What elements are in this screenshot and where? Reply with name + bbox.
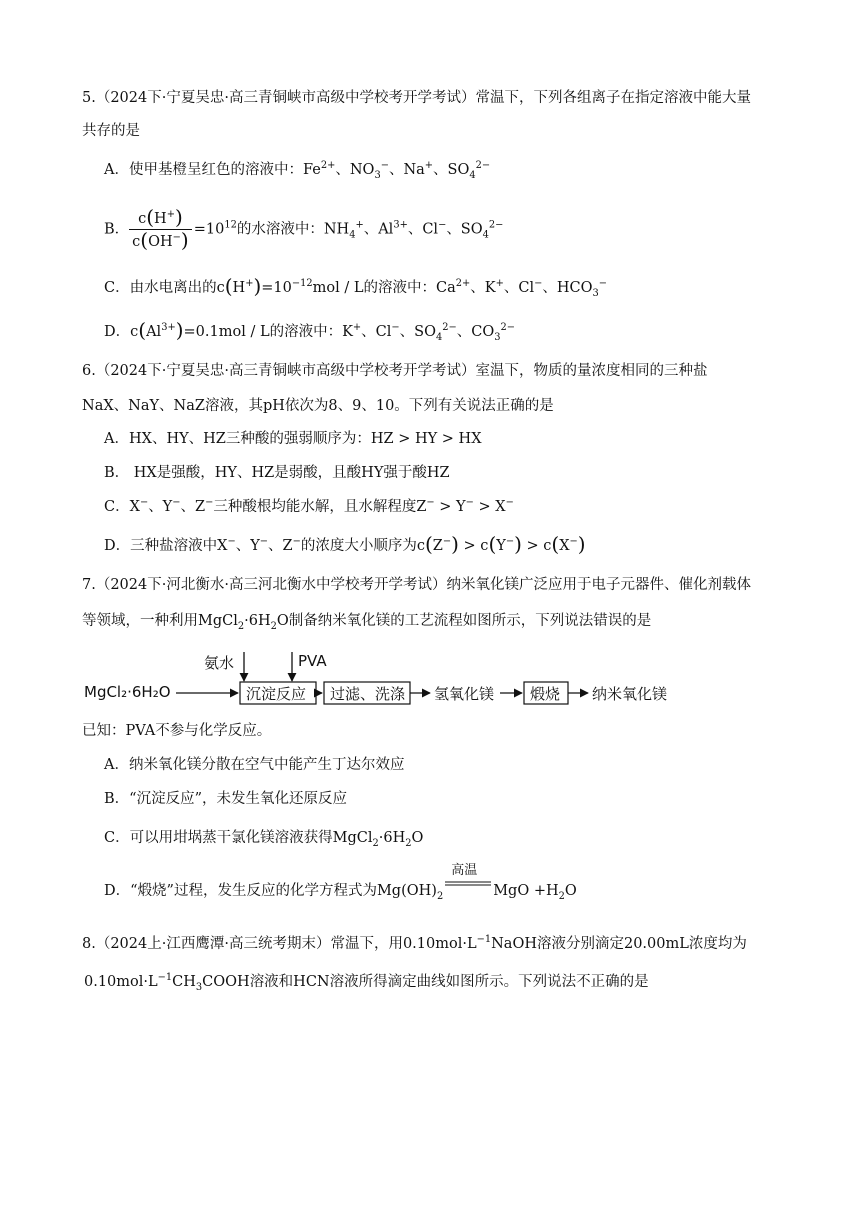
q6-option-c-label: C． [104, 499, 130, 515]
q5-fraction: $\frac{c(H^+)}{c(OH^-)}$ [129, 207, 192, 252]
q8-stem-line1: 8.（2024上·江西鹰潭·高三统考期末）常温下，用$0.10mol\cdot L^{-1}NaOH$溶液分别滴定20.00mL浓度均为 [82, 934, 747, 952]
q8-stem-text-a: 8.（2024上·江西鹰潭·高三统考期末）常温下，用 [82, 936, 403, 952]
q5-option-d-label: D． [104, 324, 131, 340]
q6-stem-line1: 6.（2024下·宁夏吴忠·高三青铜峡市高级中学校考开学考试）室温下，物质的量浓度相同的三种盐 [82, 363, 708, 379]
q6-option-c: C．X−、Y−、Z−三种酸根均能水解，且水解程度Z− > Y− > X− [104, 497, 514, 515]
q7-option-d: D．“煅烧”过程，发生反应的化学方程式为$Mg(OH)_2$ 高温 MgO $+H_2O$ [104, 863, 577, 902]
q5-option-a-text: A．使甲基橙呈红色的溶液中： [104, 162, 303, 178]
flow-reagent-ammonia: 氨水 [204, 654, 235, 672]
flow-box-precipitation-label: 沉淀反应 [246, 685, 307, 703]
q5-stem-line2: 共存的是 [82, 123, 140, 139]
q5-option-c: C．由水电离出的$c(H^+)=10^{-12}mol / L$的溶液中：$Ca^{2+}$、K+、Cl−、$HCO_3^-$ [104, 274, 608, 299]
q7-stem-text-a: 等领域，一种利用 [82, 613, 198, 629]
q5-option-d: D．$c(Al^{3+})=0.1mol / L$的溶液中：K+、Cl−、$SO_4^{2-}$、$CO_3^{2-}$ [104, 318, 516, 343]
q8-stem-line2: $0.10mol\cdot L^{-1}CH_3COOH$溶液和HCN溶液所得滴定曲线如图所示。下列说法不正确的是 [84, 972, 649, 993]
q5-option-a: A．使甲基橙呈红色的溶液中：$Fe^{2+}$、$NO_3^-$、Na+、$SO_4^{2-}$ [104, 160, 491, 181]
q7-stem-text-b: 制备纳米氧化镁的工艺流程如图所示，下列说法错误的是 [288, 613, 652, 629]
condition-high-temp: 高温 [451, 863, 478, 878]
q6-stem-line2: NaX、NaY、NaZ溶液，其pH依次为8、9、10。下列有关说法正确的是 [82, 398, 554, 414]
flow-reagent-pva: PVA [298, 652, 327, 670]
q7-option-c-text: C．可以用坩埚蒸干氯化镁溶液获得 [104, 830, 333, 846]
q7-option-c: C．可以用坩埚蒸干氯化镁溶液获得$MgCl_2\cdot 6H_2O$ [104, 830, 424, 849]
q5-stem-line1: 5.（2024下·宁夏吴忠·高三青铜峡市高级中学校考开学考试）常温下，下列各组离子在指定溶液中能大量 [82, 90, 751, 106]
q7-known: 已知：PVA不参与化学反应。 [82, 723, 272, 739]
q6-option-b: B． HX是强酸，HY、HZ是弱酸，且酸HY强于酸HZ [104, 465, 450, 481]
q6-option-c-text: 三种酸根均能水解，且水解程度 [213, 499, 417, 515]
q5-option-c-text2: 的溶液中： [363, 280, 437, 296]
equal-sign [443, 881, 493, 901]
q7-option-a: A．纳米氧化镁分散在空气中能产生丁达尔效应 [104, 757, 405, 773]
q6-option-d: D．三种盐溶液中X−、Y−、Z−的浓度大小顺序为c(Z−) > c(Y−) > c(X−) [104, 532, 586, 556]
q7-stem-line1: 7.（2024下·河北衡水·高三河北衡水中学校考开学考试）纳米氧化镁广泛应用于电子元器件、催化剂载体 [82, 577, 751, 593]
q6-option-d-text: D．三种盐溶液中 [104, 538, 218, 554]
q5-option-c-text: C．由水电离出的 [104, 280, 217, 296]
q6-option-a: A．HX、HY、HZ三种酸的强弱顺序为：HZ > HY > HX [104, 431, 482, 447]
reaction-condition [443, 863, 493, 901]
flow-box-filter-label: 过滤、洗涤 [330, 685, 406, 703]
process-flow-diagram [84, 648, 724, 714]
q6-option-d-text2: 的浓度大小顺序为 [300, 538, 417, 554]
flow-mid-product: 氢氧化镁 [434, 685, 495, 703]
q7-stem-line2: 等领域，一种利用$MgCl_2\cdot 6H_2O$制备纳米氧化镁的工艺流程如图所示，下列说法错误的是 [82, 613, 652, 632]
q7-option-d-text: D．“煅烧”过程，发生反应的化学方程式为 [104, 883, 377, 899]
q8-stem-text-c: 溶液和HCN溶液所得滴定曲线如图所示。下列说法不正确的是 [249, 974, 649, 990]
q5-option-b: B． $\frac{c(H^+)}{c(OH^-)}$ $=10^{12}$的水溶液中：$NH_4^+$、$Al^{3+}$、Cl−、$SO_4^{2-}$ [104, 205, 504, 252]
q5-option-b-label: B． [104, 221, 130, 238]
q7-option-b: B．“沉淀反应”，未发生氧化还原反应 [104, 791, 347, 807]
flow-arrows [84, 648, 724, 714]
q5-option-d-text: 的溶液中： [269, 324, 343, 340]
flow-box-calcine-label: 煅烧 [530, 685, 561, 703]
flow-end-product: 纳米氧化镁 [592, 685, 668, 703]
flow-start: MgCl₂·6H₂O [84, 683, 171, 701]
q8-stem-text-b: NaOH溶液分别滴定20.00mL浓度均为 [491, 936, 747, 952]
q5-option-b-text: 的水溶液中： [236, 221, 324, 238]
